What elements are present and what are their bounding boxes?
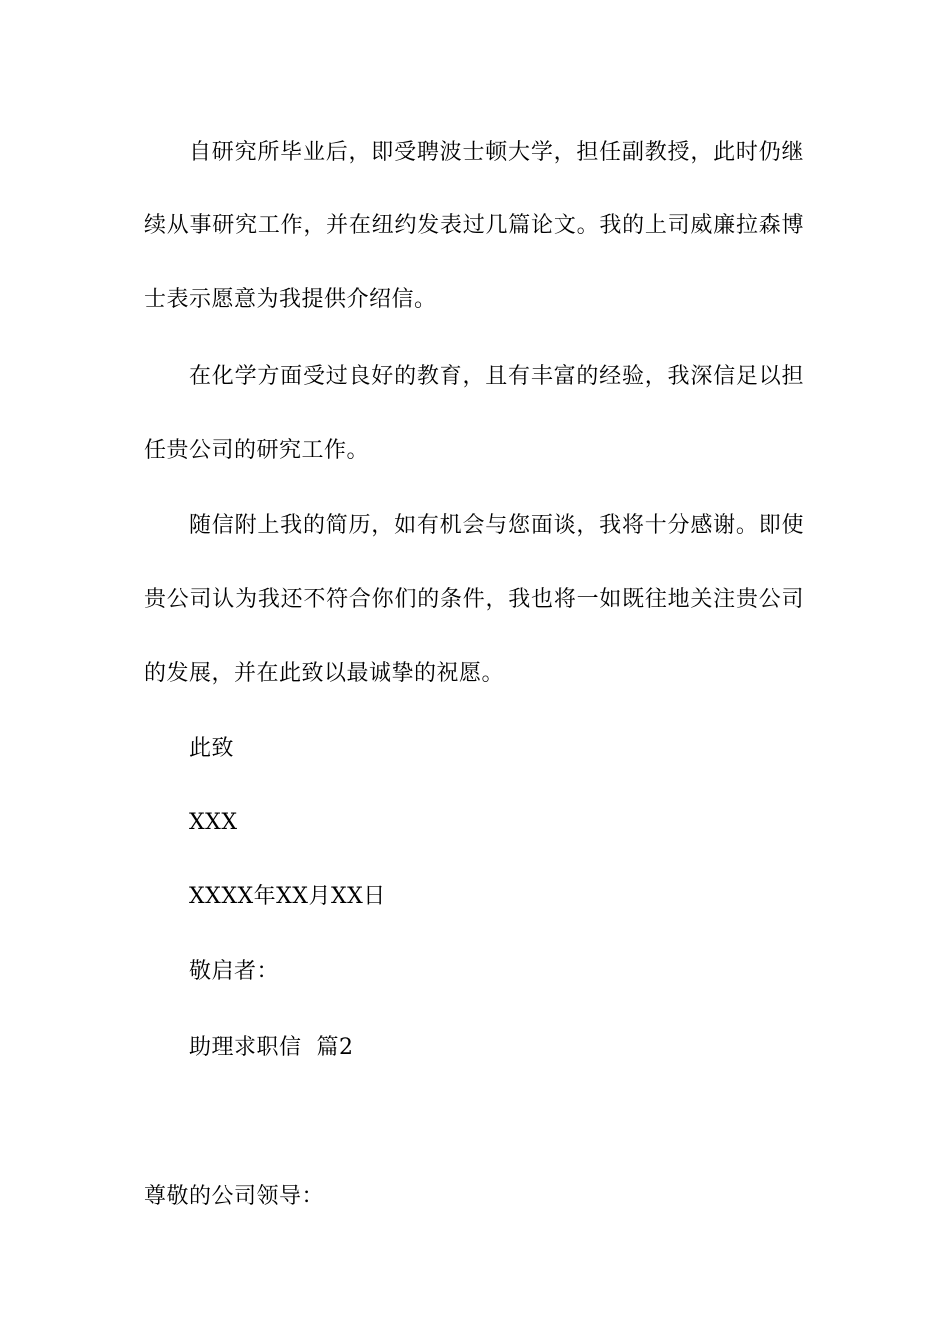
signature-line: XXX [189,810,238,835]
date-line: XXXX年XX月XX日 [189,884,386,909]
paragraph-1-line-2: 续从事研究工作，并在纽约发表过几篇论文。我的上司威廉拉森博 [144,213,804,238]
paragraph-2-line-2: 任贵公司的研究工作。 [144,438,370,463]
paragraph-1-line-1: 自研究所毕业后，即受聘波士顿大学，担任副教授，此时仍继 [189,140,804,165]
paragraph-3-line-1: 随信附上我的简历，如有机会与您面谈，我将十分感谢。即使 [189,513,804,538]
paragraph-1-line-3: 士表示愿意为我提供介绍信。 [144,287,437,312]
greeting-line: 尊敬的公司领导： [144,1184,325,1209]
paragraph-2-line-1: 在化学方面受过良好的教育，且有丰富的经验，我深信足以担 [189,364,804,389]
paragraph-3-line-3: 的发展，并在此致以最诚挚的祝愿。 [144,661,505,686]
paragraph-3-line-2: 贵公司认为我还不符合你们的条件，我也将一如既往地关注贵公司 [144,587,804,612]
section-title: 助理求职信 篇2 [189,1035,354,1060]
salutation-end-line: 敬启者： [189,959,280,984]
closing-line: 此致 [189,736,235,761]
